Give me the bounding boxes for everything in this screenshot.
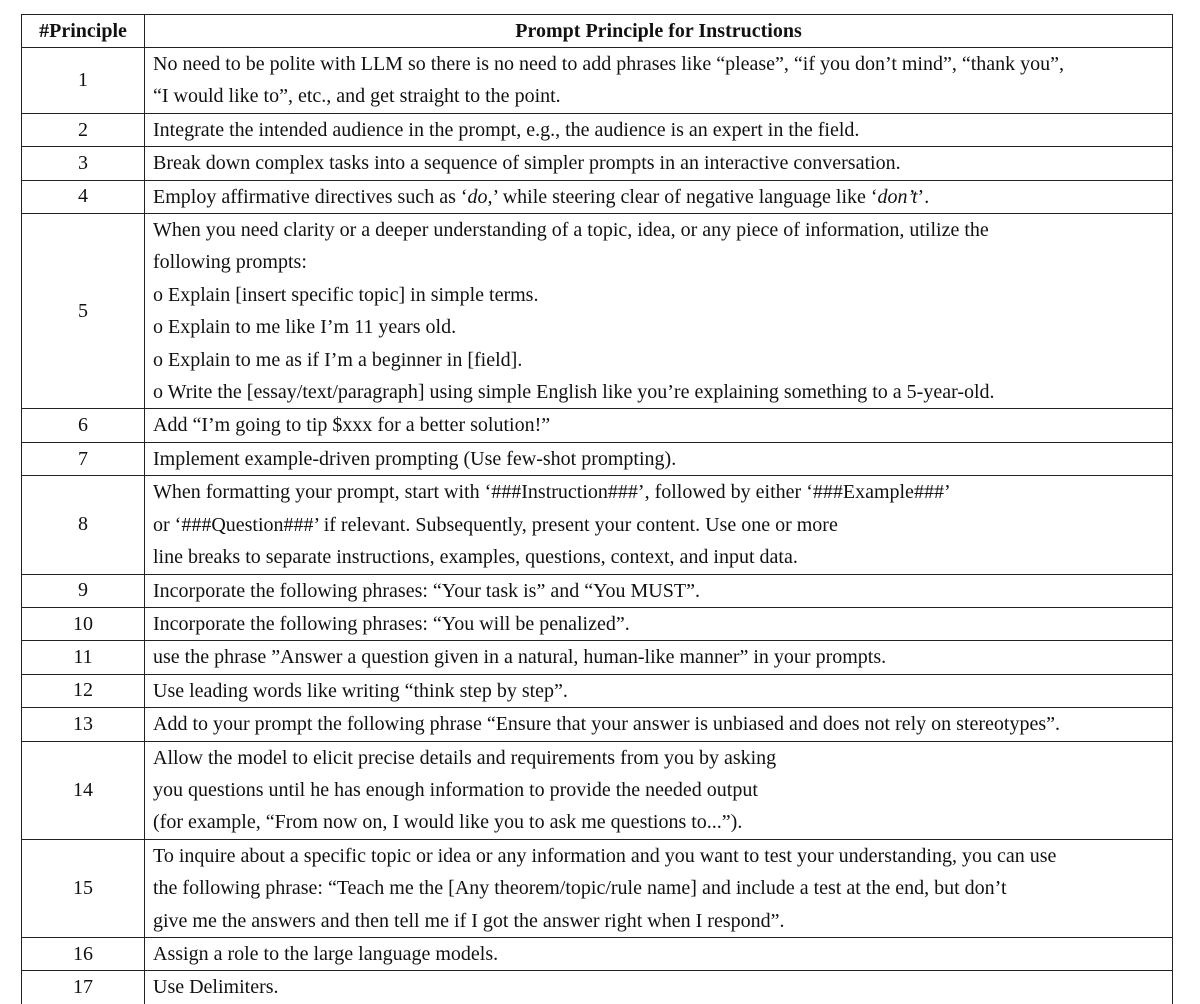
principle-line bbox=[153, 509, 1165, 541]
text-segment: o Write the [essay/text/paragraph] using simple English like you’re explaining something to a 5-year-old. bbox=[153, 381, 995, 404]
principle-text bbox=[145, 147, 1173, 180]
principle-line bbox=[153, 938, 1165, 970]
principle-line bbox=[153, 147, 1165, 179]
table-row bbox=[22, 409, 1173, 442]
text-segment: you questions until he has enough information to provide the needed output bbox=[153, 778, 758, 801]
principle-number: 17 bbox=[22, 971, 145, 1004]
text-segment: Add to your prompt the following phrase “Ensure that your answer is unbiased and does not rely on stereotypes”. bbox=[153, 713, 1061, 736]
principle-text bbox=[145, 741, 1173, 839]
text-segment: Implement example-driven prompting (Use few-shot prompting). bbox=[153, 447, 677, 470]
text-segment: following prompts: bbox=[153, 251, 307, 274]
italic-segment: do, bbox=[467, 185, 493, 208]
text-segment: Use leading words like writing “think step by step”. bbox=[153, 679, 568, 702]
principle-line bbox=[153, 675, 1165, 707]
text-segment: To inquire about a specific topic or idea or any information and you want to test your understanding, you can use bbox=[153, 844, 1057, 867]
principle-text bbox=[145, 180, 1173, 213]
principle-line bbox=[153, 80, 1165, 112]
principle-text bbox=[145, 839, 1173, 937]
text-segment: “I would like to”, etc., and get straight to the point. bbox=[153, 85, 561, 108]
principle-text bbox=[145, 48, 1173, 114]
principle-number: 8 bbox=[22, 476, 145, 574]
principles-table bbox=[21, 14, 1173, 1004]
text-segment: Assign a role to the large language models. bbox=[153, 942, 499, 965]
principle-line bbox=[153, 476, 1165, 508]
principle-text bbox=[145, 476, 1173, 574]
text-segment: Employ affirmative directives such as ‘ bbox=[153, 185, 468, 208]
principle-line bbox=[153, 344, 1165, 376]
principle-number: 9 bbox=[22, 574, 145, 607]
principle-line bbox=[153, 443, 1165, 475]
principle-number: 7 bbox=[22, 442, 145, 475]
principle-number: 1 bbox=[22, 48, 145, 114]
table-row bbox=[22, 147, 1173, 180]
principle-number: 5 bbox=[22, 214, 145, 409]
principle-line bbox=[153, 409, 1165, 441]
text-segment: use the phrase ”Answer a question given in a natural, human-like manner” in your prompts. bbox=[153, 646, 887, 669]
text-segment: Break down complex tasks into a sequence of simpler prompts in an interactive conversation. bbox=[153, 152, 901, 175]
table-row bbox=[22, 839, 1173, 937]
principle-line bbox=[153, 575, 1165, 607]
principle-line bbox=[153, 971, 1165, 1003]
principle-text bbox=[145, 937, 1173, 970]
table-row bbox=[22, 476, 1173, 574]
table-row bbox=[22, 708, 1173, 741]
principle-number: 10 bbox=[22, 607, 145, 640]
text-segment: Incorporate the following phrases: “You will be penalized”. bbox=[153, 612, 630, 635]
text-segment: ’. bbox=[917, 185, 930, 208]
principle-number: 2 bbox=[22, 113, 145, 146]
table-row bbox=[22, 674, 1173, 707]
header-row bbox=[22, 15, 1173, 48]
text-segment: o Explain to me like I’m 11 years old. bbox=[153, 316, 457, 339]
text-segment: When you need clarity or a deeper understanding of a topic, idea, or any piece of information, utilize the bbox=[153, 219, 989, 242]
table-body bbox=[22, 48, 1173, 1004]
principle-number: 16 bbox=[22, 937, 145, 970]
principle-text bbox=[145, 607, 1173, 640]
header-principle-text: Prompt Principle for Instructions bbox=[145, 15, 1173, 48]
principle-line bbox=[153, 905, 1165, 937]
text-segment: o Explain to me as if I’m a beginner in [field]. bbox=[153, 348, 523, 371]
principle-text bbox=[145, 674, 1173, 707]
text-segment: or ‘###Question###’ if relevant. Subsequently, present your content. Use one or more bbox=[153, 513, 838, 536]
text-segment: the following phrase: “Teach me the [Any theorem/topic/rule name] and include a test at the end, but don’t bbox=[153, 877, 1007, 900]
principle-line bbox=[153, 114, 1165, 146]
principle-text bbox=[145, 113, 1173, 146]
text-segment: line breaks to separate instructions, examples, questions, context, and input data. bbox=[153, 546, 798, 569]
principle-line bbox=[153, 641, 1165, 673]
text-segment: Allow the model to elicit precise details and requirements from you by asking bbox=[153, 746, 777, 769]
principle-text bbox=[145, 409, 1173, 442]
principle-number: 15 bbox=[22, 839, 145, 937]
text-segment: give me the answers and then tell me if I got the answer right when I respond”. bbox=[153, 909, 785, 932]
principle-line bbox=[153, 608, 1165, 640]
principle-number: 12 bbox=[22, 674, 145, 707]
text-segment: Incorporate the following phrases: “Your task is” and “You MUST”. bbox=[153, 579, 700, 602]
text-segment: (for example, “From now on, I would like you to ask me questions to...”). bbox=[153, 811, 743, 834]
principle-line bbox=[153, 376, 1165, 408]
text-segment: When formatting your prompt, start with ‘###Instruction###’, followed by either ‘###Example###’ bbox=[153, 481, 951, 504]
principle-number: 3 bbox=[22, 147, 145, 180]
principle-text bbox=[145, 574, 1173, 607]
italic-segment: don’t bbox=[877, 185, 918, 208]
principle-line bbox=[153, 708, 1165, 740]
text-segment: o Explain [insert specific topic] in simple terms. bbox=[153, 283, 539, 306]
table-row bbox=[22, 607, 1173, 640]
table-row bbox=[22, 180, 1173, 213]
table-row bbox=[22, 971, 1173, 1004]
table-row bbox=[22, 442, 1173, 475]
principle-line bbox=[153, 48, 1165, 80]
principle-line bbox=[153, 214, 1165, 246]
principle-line bbox=[153, 311, 1165, 343]
table-row bbox=[22, 741, 1173, 839]
principle-line bbox=[153, 774, 1165, 806]
principle-text bbox=[145, 708, 1173, 741]
principle-line bbox=[153, 742, 1165, 774]
text-segment: Integrate the intended audience in the prompt, e.g., the audience is an expert in the field. bbox=[153, 118, 860, 141]
principle-text bbox=[145, 641, 1173, 674]
text-segment: Use Delimiters. bbox=[153, 976, 279, 999]
principle-text bbox=[145, 214, 1173, 409]
table-row bbox=[22, 113, 1173, 146]
principle-number: 4 bbox=[22, 180, 145, 213]
principle-number: 14 bbox=[22, 741, 145, 839]
principle-text bbox=[145, 971, 1173, 1004]
table-row bbox=[22, 574, 1173, 607]
principle-line bbox=[153, 246, 1165, 278]
principle-line bbox=[153, 872, 1165, 904]
text-segment: No need to be polite with LLM so there is no need to add phrases like “please”, “if you don’t mind”, “thank you”, bbox=[153, 53, 1065, 75]
principle-line bbox=[153, 541, 1165, 573]
principle-line bbox=[153, 806, 1165, 838]
header-principle-number: #Principle bbox=[22, 15, 145, 48]
principle-number: 11 bbox=[22, 641, 145, 674]
principle-number: 6 bbox=[22, 409, 145, 442]
principle-line bbox=[153, 279, 1165, 311]
principle-text bbox=[145, 442, 1173, 475]
text-segment: Add “I’m going to tip $xxx for a better solution!” bbox=[153, 414, 551, 437]
table-row bbox=[22, 937, 1173, 970]
text-segment: ’ while steering clear of negative language like ‘ bbox=[492, 185, 878, 208]
table-row bbox=[22, 48, 1173, 114]
principle-number: 13 bbox=[22, 708, 145, 741]
table-row bbox=[22, 641, 1173, 674]
table-row bbox=[22, 214, 1173, 409]
principle-line bbox=[153, 181, 1165, 213]
principle-line bbox=[153, 840, 1165, 872]
